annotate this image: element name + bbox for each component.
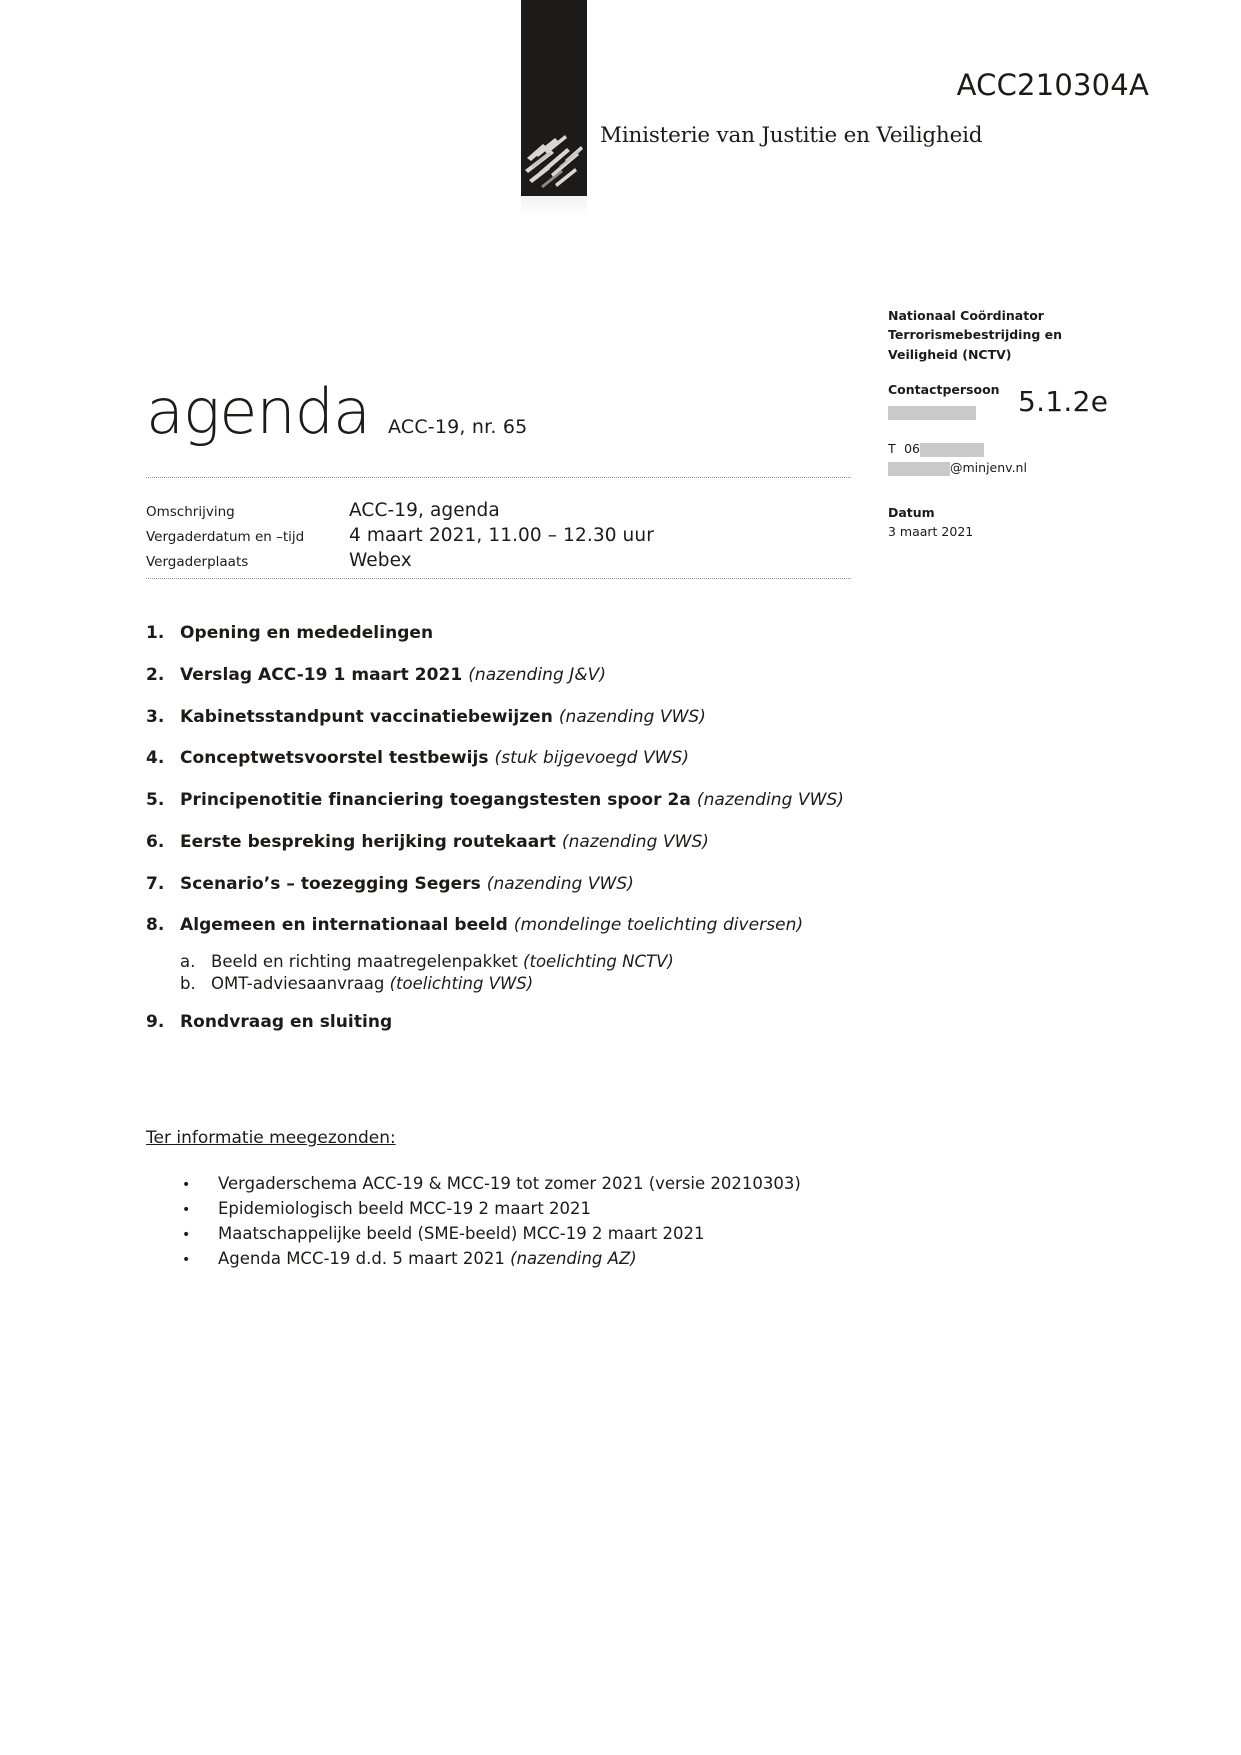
meta-value: ACC-19, agenda (349, 500, 500, 521)
email-domain: @minjenv.nl (950, 460, 1027, 476)
logo-fade (521, 196, 587, 218)
rijksoverheid-ribbon-logo-icon (521, 124, 587, 196)
date-block (888, 503, 1088, 541)
page-title (146, 375, 528, 448)
attachment-text: Maatschappelijke beeld (SME-beeld) MCC-19 2 maart 2021 (218, 1223, 705, 1243)
agenda-note: (nazending J&V) (468, 664, 606, 685)
agenda-title: Opening en mededelingen (180, 623, 434, 643)
list-item (146, 1247, 976, 1271)
agenda-number: 9. (146, 1011, 165, 1032)
date-value: 3 maart 2021 (888, 524, 974, 540)
agenda-title: Conceptwetsvoorstel testbewijs (stuk bijgevoegd VWS) (180, 748, 690, 769)
agenda-title: Principenotitie financiering toegangstesten spoor 2a (nazending VWS) (180, 790, 844, 810)
sidebar-meta-column (888, 306, 1088, 541)
agenda-note: (nazending VWS) (561, 831, 709, 852)
page-title-main: agenda (146, 375, 370, 448)
document-code: ACC210304A (956, 68, 1149, 102)
list-item (146, 707, 976, 728)
agenda-number: 8. (146, 915, 165, 936)
list-item (146, 1197, 976, 1221)
subitem-note: (toelichting VWS) (389, 974, 534, 994)
list-item (146, 1012, 976, 1033)
logo-bar (521, 0, 587, 124)
list-item (146, 874, 976, 895)
agenda-subitem-list (146, 951, 976, 996)
organisation-name: Nationaal Coördinator Terrorismebestrijding en Veiligheid (NCTV) (888, 308, 1063, 362)
attachments-section (146, 1128, 976, 1272)
list-item (146, 915, 976, 936)
agenda-number: 4. (146, 748, 165, 769)
attachment-note: (nazending AZ) (510, 1248, 637, 1268)
subitem-letter: b. (180, 974, 196, 994)
list-item (146, 748, 976, 769)
page-title-sub: ACC-19, nr. 65 (388, 416, 528, 438)
list-item (180, 951, 976, 973)
email-line (888, 458, 1088, 477)
subitem-note: (toelichting NCTV) (523, 952, 674, 971)
list-item (146, 790, 976, 811)
list-item (146, 832, 976, 853)
agenda-note: (nazending VWS) (486, 873, 634, 894)
meeting-info-table (146, 500, 851, 575)
attachment-text: Agenda MCC-19 d.d. 5 maart 2021 (nazending AZ) (218, 1248, 637, 1268)
attachment-text: Epidemiologisch beeld MCC-19 2 maart 2021 (218, 1198, 592, 1218)
spacer (888, 418, 1088, 434)
agenda-note: (stuk bijgevoegd VWS) (494, 748, 690, 769)
ministry-logo (521, 0, 587, 196)
agenda-number: 3. (146, 706, 165, 727)
bullet-icon: • (182, 1251, 191, 1268)
list-item (146, 623, 976, 644)
agenda-note: (nazending VWS) (558, 706, 706, 727)
agenda-title: Eerste bespreking herijking routekaart (nazending VWS) (180, 831, 709, 852)
phone-prefix: T (888, 441, 897, 457)
agenda-title: Algemeen en internationaal beeld (mondelinge toelichting diversen) (180, 915, 804, 936)
agenda-title: Verslag ACC-19 1 maart 2021 (nazending J&V) (180, 664, 606, 685)
phone-line (888, 439, 1088, 458)
list-item (146, 1222, 976, 1246)
phone-number: 06 (904, 441, 920, 457)
agenda-number: 1. (146, 623, 165, 643)
agenda-note: (nazending VWS) (696, 790, 844, 810)
agenda-number: 6. (146, 831, 165, 852)
table-row (146, 525, 851, 546)
attachments-list (146, 1172, 976, 1271)
bullet-icon: • (182, 1177, 191, 1193)
subitem-letter: a. (180, 952, 196, 971)
list-item (146, 1172, 976, 1196)
agenda-title: Scenario’s – toezegging Segers (nazending VWS) (180, 873, 634, 894)
divider-top (146, 477, 851, 478)
meta-label: Vergaderplaats (146, 554, 249, 570)
agenda-title: Rondvraag en sluiting (180, 1011, 393, 1032)
table-row (146, 550, 851, 571)
agenda-list (146, 623, 976, 1053)
attachments-heading: Ter informatie meegezonden: (146, 1128, 396, 1148)
contact-label: Contactpersoon (888, 382, 1000, 398)
agenda-number: 5. (146, 790, 165, 810)
list-item (146, 665, 976, 686)
ministry-name: Ministerie van Justitie en Veiligheid (600, 123, 983, 148)
list-item (180, 973, 976, 995)
bullet-icon: • (182, 1201, 191, 1218)
table-row (146, 500, 851, 521)
agenda-number: 2. (146, 664, 165, 685)
meta-label: Vergaderdatum en –tijd (146, 529, 305, 545)
redaction-code: 5.1.2e (1018, 385, 1109, 418)
agenda-title: Kabinetsstandpunt vaccinatiebewijzen (nazending VWS) (180, 706, 706, 727)
agenda-note: (mondelinge toelichting diversen) (513, 915, 804, 936)
subitem-title: OMT-adviesaanvraag (toelichting VWS) (211, 974, 534, 994)
meta-value: 4 maart 2021, 11.00 – 12.30 uur (349, 525, 654, 546)
subitem-title: Beeld en richting maatregelenpakket (toelichting NCTV) (211, 952, 674, 971)
attachment-text: Vergaderschema ACC-19 & MCC-19 tot zomer 2021 (versie 20210303) (218, 1174, 801, 1193)
divider-bottom (146, 578, 851, 579)
meta-label: Omschrijving (146, 504, 235, 520)
agenda-number: 7. (146, 873, 165, 894)
date-label: Datum (888, 505, 935, 521)
bullet-icon: • (182, 1226, 191, 1243)
meta-value: Webex (349, 550, 412, 571)
